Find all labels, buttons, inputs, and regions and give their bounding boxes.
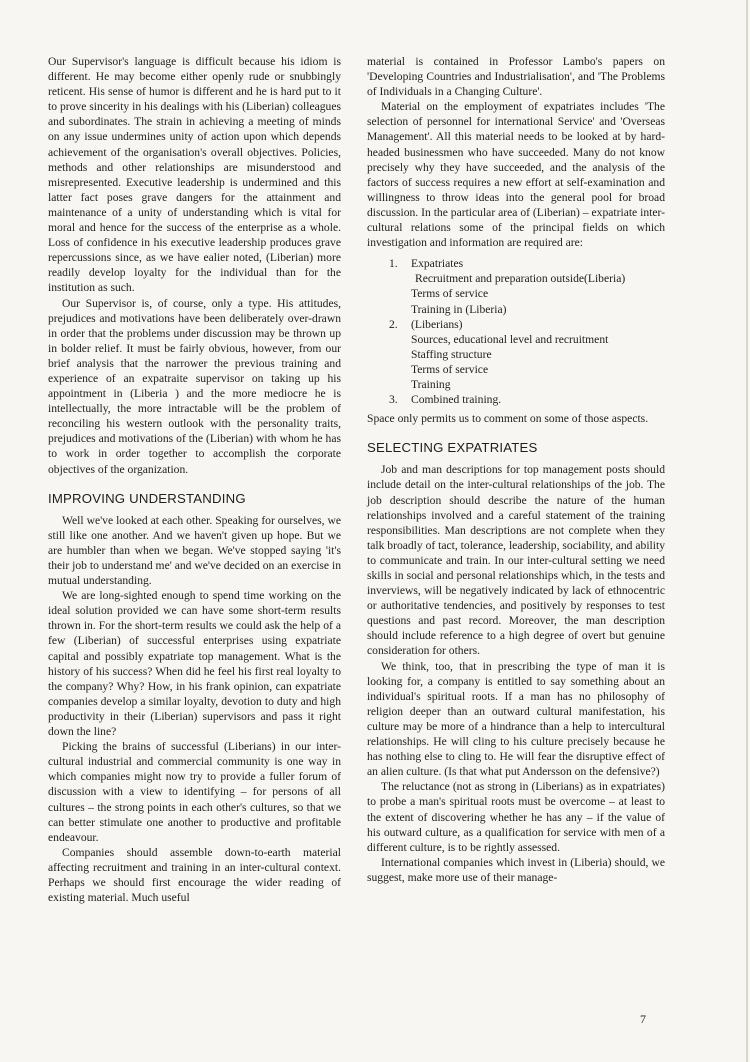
list-number: 2. <box>389 317 398 331</box>
list-label: Combined training. <box>411 393 502 407</box>
list-subitem: Terms of service <box>411 287 489 301</box>
right-column <box>367 54 665 885</box>
paragraph: material is contained in Professor Lambo's papers on 'Developing Countries and Industrialisation', and 'The Problems of Individuals in a Changing Culture'. <box>367 55 665 99</box>
list-subitem: Training <box>411 377 451 391</box>
paragraph: We think, too, that in prescribing the type of man it is looking for, a company is entitled to say something about an individual's spiritual roots. If a man has no philosophy of religion deeper than an outward cultural manifestation, his culture may be more of a hindrance than a help to intercultural relationships. He will cling to his culture precisely because he has nothing else to cling to. He will fear the disruptive effect of an alien culture. (Is that what put Andersson on the defensive?) <box>367 659 665 779</box>
investigation-fields-list <box>367 256 665 407</box>
list-label: Expatriates <box>411 257 464 271</box>
page-number: 7 <box>640 1012 646 1026</box>
paragraph: Picking the brains of successful (Liberians) in our inter-cultural industrial and commercial community is one way in which companies might now try to provide a fuller forum of discussion with a view to identifying – for persons of all cultures – the strong points in each other's cultures, so that we can better stimulate one another to productive and profitable endeavour. <box>48 740 341 844</box>
list-subitem: Training in (Liberia) <box>411 302 507 316</box>
paragraph: Material on the employment of expatriates includes 'The selection of personnel for international Service' and 'Overseas Management'. All this material needs to be looked at by hard-headed businessmen who have succeeded. Many do not know precisely why they have succeeded, and the analysis of the factors of success requires a new effort at self-examination and willingness to throw ideas into the general pool for broad discussion. In the particular area of (Liberian) – expatriate inter-cultural relations some of the principal fields on which investigation and information are required are: <box>367 100 665 250</box>
list-number: 3. <box>389 393 398 407</box>
list-subitem: Recruitment and preparation outside(Liberia) <box>415 272 626 286</box>
list-item <box>367 317 665 332</box>
paragraph: Job and man descriptions for top management posts should include detail on the inter-cultural relationships of the job. The job description should describe the nature of the human relationships involved and a careful statement of the training responsibilities. Man descriptions are not complete when they talk broadly of tact, tolerance, leadership, sociability, and ability to communicate and train. In our inter-cultural setting we need skills in social and personal relationships which, in the tests and inverviews, will be negatively indicated by lack of ethnocentric or authoritative tendencies, and positively by responses to test questions and past record. Moreover, the man description should include reference to a high degree of overt but genuine consideration for others. <box>367 463 666 658</box>
list-label: (Liberians) <box>411 317 463 331</box>
space-note: Space only permits us to comment on some of those aspects. <box>367 412 649 426</box>
list-subitem: Sources, educational level and recruitment <box>411 332 609 346</box>
list-number: 1. <box>389 257 398 271</box>
paragraph: International companies which invest in (Liberia) should, we suggest, make more use of their manage- <box>367 855 665 884</box>
list-subitem: Terms of service <box>411 362 489 376</box>
list-item <box>367 392 665 407</box>
paragraph: The reluctance (not as strong in (Liberians) as in expatriates) to probe a man's spiritual roots must be overcome – at least to the extent of discovering whether he has any – if the value of his outward culture, as a qualification for service with men of a different culture, is to be rightly assessed. <box>367 780 665 854</box>
paragraph: Well we've looked at each other. Speaking for ourselves, we still like one another. And we haven't given up hope. But we are humbler than when we began. We've stopped saying 'it's their job to understand me' and we've decided on an exercise in mutual understanding. <box>48 513 341 588</box>
paragraph: Companies should assemble down-to-earth material affecting recruitment and training in an inter-cultural context. Perhaps we should first encourage the wider reading of existing material. Much useful <box>48 845 341 905</box>
paragraph: Our Supervisor's language is difficult because his idiom is different. He may become either openly rude or snubbingly reticent. His sense of humor is different and he is hard put to it to prove sincerity in his dealings with his (Liberian) colleagues and subordinates. The strain in achieving a meeting of minds on any issue undermines unity of action upon which depends achievement of the organisation's overall objectives. Policies, methods and other relationships are misunderstood and misrepresented. Executive leadership is undermined and this latter fact poses grave dangers for the attainment and maintenance of a unity of understanding which is vital for moral and hence for the success of the enterprise as a whole. Loss of confidence in his executive leadership produces grave repercussions since, as we have ealier noted, (Liberian) more readily develop loyalty for the individual than for the institution as such. <box>48 55 341 295</box>
section-heading-improving-understanding: IMPROVING UNDERSTANDING <box>48 490 246 506</box>
paragraph: We are long-sighted enough to spend time working on the ideal solution provided we can have some short-term results thrown in. For the short-term results we could ask the help of a few (Liberian) of successful enterprises using expatriate capital and possibly expatriate top management. What is the history of his success? When did he feel his first real loyalty to the company? Why? How, in his frank opinion, can expatriate companies develop a similar loyalty, devotion to duty and high productivity in their (Liberian) supervisors and pass it right down the line? <box>48 589 341 739</box>
list-item <box>367 256 665 271</box>
page-edge-shadow <box>746 0 748 1062</box>
left-column <box>48 54 341 905</box>
paragraph: Our Supervisor is, of course, only a type. His attitudes, prejudices and motivations have been deliberately over-drawn in order that the problems under discussion may be thrown up in bolder relief. It must be fairly obvious, however, from our brief analysis that the narrower the previous training and experience of an expatraite supervisor on taking up his appointment in (Liberia ) and the more mediocre he is intellectually, the more intractable will be the problem of reconciling his western outlook with the personality traits, prejudices and motivations of the (Liberian) with whom he has to work in order together to accomplish the corporate objectives of the organization. <box>48 296 341 476</box>
section-heading-selecting-expatriates: SELECTING EXPATRIATES <box>367 440 538 456</box>
list-subitem: Staffing structure <box>411 347 492 361</box>
